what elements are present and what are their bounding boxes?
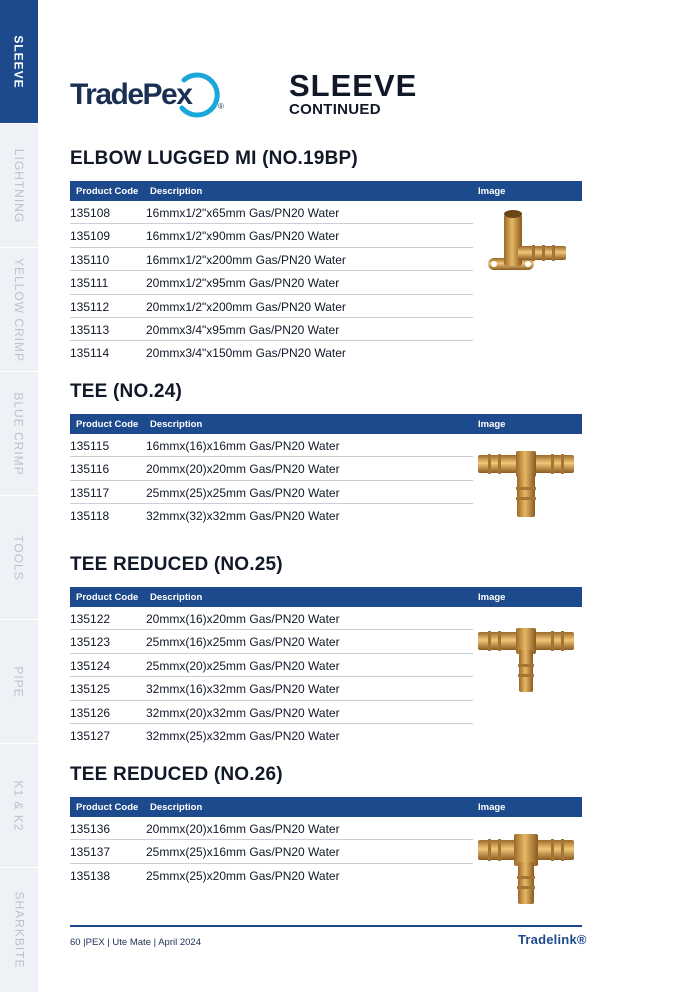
product-code: 135137 xyxy=(70,845,111,860)
tab-label: K1 & K2 xyxy=(12,779,26,832)
product-code: 135113 xyxy=(70,322,110,337)
section-title: TEE REDUCED (NO.25) xyxy=(70,554,283,575)
tradepex-logo xyxy=(70,72,226,120)
product-description: 20mmx1/2"x95mm Gas/PN20 Water xyxy=(146,276,340,291)
product-description: 25mmx(25)x16mm Gas/PN20 Water xyxy=(146,845,340,860)
product-description: 20mmx(16)x20mm Gas/PN20 Water xyxy=(146,612,340,626)
table-row xyxy=(70,481,473,504)
product-description: 25mmx(20)x25mm Gas/PN20 Water xyxy=(146,658,340,673)
tab-yellow-crimp[interactable] xyxy=(0,248,38,372)
tee-product-image xyxy=(476,449,576,521)
product-code: 135123 xyxy=(70,635,111,650)
product-code: 135126 xyxy=(70,705,111,720)
product-code: 135115 xyxy=(70,439,110,453)
tab-label: TOOLS xyxy=(12,534,26,581)
tab-pipe[interactable] xyxy=(0,620,38,744)
table-header xyxy=(70,587,582,607)
product-code: 135114 xyxy=(70,346,110,361)
table-row xyxy=(70,248,473,271)
product-description: 16mmx1/2"x200mm Gas/PN20 Water xyxy=(146,252,346,267)
product-code: 135110 xyxy=(70,252,110,267)
table-header xyxy=(70,181,582,201)
product-description: 16mmx(16)x16mm Gas/PN20 Water xyxy=(146,439,340,453)
tab-label: YELLOW CRIMP xyxy=(12,257,27,362)
product-code: 135116 xyxy=(70,462,110,477)
table-row xyxy=(70,630,473,653)
table-row xyxy=(70,654,473,677)
table-row xyxy=(70,224,473,247)
product-description: 20mmx(20)x20mm Gas/PN20 Water xyxy=(146,462,340,477)
product-code: 135122 xyxy=(70,612,111,626)
tab-tools[interactable] xyxy=(0,496,38,620)
header-description: Description xyxy=(150,802,203,813)
header-image: Image xyxy=(478,592,506,603)
tab-sharkbite[interactable] xyxy=(0,868,38,993)
tee-reduced-product-image xyxy=(476,830,576,908)
table-row xyxy=(70,295,473,318)
table-row xyxy=(70,504,473,527)
product-description: 32mmx(32)x32mm Gas/PN20 Water xyxy=(146,509,340,524)
product-description: 20mmx1/2"x200mm Gas/PN20 Water xyxy=(146,299,346,314)
product-code: 135136 xyxy=(70,822,111,836)
side-tab-nav xyxy=(0,0,38,993)
tab-blue-crimp[interactable] xyxy=(0,372,38,496)
product-description: 16mmx1/2"x90mm Gas/PN20 Water xyxy=(146,229,340,244)
product-description: 32mmx(16)x32mm Gas/PN20 Water xyxy=(146,682,340,697)
table-header xyxy=(70,414,582,434)
table-row xyxy=(70,271,473,294)
product-description: 20mmx(20)x16mm Gas/PN20 Water xyxy=(146,822,340,836)
header-product-code: Product Code xyxy=(76,802,139,813)
product-description: 16mmx1/2"x65mm Gas/PN20 Water xyxy=(146,206,340,220)
header-product-code: Product Code xyxy=(76,419,139,430)
table-row xyxy=(70,457,473,480)
header-product-code: Product Code xyxy=(76,592,139,603)
tab-label: SLEEVE xyxy=(12,34,27,89)
product-code: 135112 xyxy=(70,299,110,314)
product-code: 135111 xyxy=(70,276,109,291)
page-subtitle: CONTINUED xyxy=(289,101,381,118)
tradelink-logo: Tradelink® xyxy=(518,932,587,947)
product-description: 32mmx(20)x32mm Gas/PN20 Water xyxy=(146,705,340,720)
product-description: 25mmx(25)x20mm Gas/PN20 Water xyxy=(146,868,340,883)
product-code: 135108 xyxy=(70,206,111,220)
header-description: Description xyxy=(150,419,203,430)
section-tee-reduced-25 xyxy=(70,550,582,747)
tab-k1-k2[interactable] xyxy=(0,744,38,868)
product-code: 135117 xyxy=(70,485,110,500)
table-row xyxy=(70,318,473,341)
product-code: 135125 xyxy=(70,682,111,697)
product-code: 135127 xyxy=(70,728,111,743)
product-description: 25mmx(25)x25mm Gas/PN20 Water xyxy=(146,485,340,500)
header-description: Description xyxy=(150,592,203,603)
section-tee-24 xyxy=(70,377,582,528)
tab-lightning[interactable] xyxy=(0,124,38,248)
section-title: TEE (NO.24) xyxy=(70,381,182,402)
table-row xyxy=(70,677,473,700)
logo-text: TradePex xyxy=(70,78,192,111)
section-title: TEE REDUCED (NO.26) xyxy=(70,764,283,785)
page-title: SLEEVE xyxy=(289,68,418,103)
table-header xyxy=(70,797,582,817)
section-title: ELBOW LUGGED MI (NO.19BP) xyxy=(70,148,358,169)
product-description: 25mmx(16)x25mm Gas/PN20 Water xyxy=(146,635,340,650)
table-row xyxy=(70,724,473,747)
table-row xyxy=(70,701,473,724)
table-row xyxy=(70,864,473,887)
header-image: Image xyxy=(478,802,506,813)
logo-registered-mark: ® xyxy=(218,102,224,111)
tee-reduced-product-image xyxy=(476,624,576,696)
header-description: Description xyxy=(150,186,203,197)
logo-ring-icon xyxy=(174,72,222,118)
header-image: Image xyxy=(478,419,506,430)
tab-label: LIGHTNING xyxy=(12,148,26,223)
product-code: 135124 xyxy=(70,658,111,673)
table-row xyxy=(70,434,473,457)
tab-label: SHARKBITE xyxy=(12,891,27,969)
table-row xyxy=(70,840,473,863)
section-elbow-lugged xyxy=(70,144,582,365)
section-tee-reduced-26 xyxy=(70,760,582,887)
footer-page-info: 60 |PEX | Ute Mate | April 2024 xyxy=(70,937,201,948)
tab-label: BLUE CRIMP xyxy=(12,391,27,476)
header-product-code: Product Code xyxy=(76,186,139,197)
product-description: 20mmx3/4"x150mm Gas/PN20 Water xyxy=(146,346,346,361)
table-row xyxy=(70,201,473,224)
tab-sleeve[interactable] xyxy=(0,0,38,124)
header-image: Image xyxy=(478,186,506,197)
product-code: 135118 xyxy=(70,509,110,524)
product-code: 135138 xyxy=(70,868,111,883)
footer-divider xyxy=(70,925,582,927)
table-row xyxy=(70,817,473,840)
product-description: 20mmx3/4"x95mm Gas/PN20 Water xyxy=(146,322,340,337)
table-row xyxy=(70,341,473,364)
table-row xyxy=(70,607,473,630)
elbow-lugged-product-image xyxy=(484,204,570,286)
product-code: 135109 xyxy=(70,229,111,244)
tab-label: PIPE xyxy=(11,665,26,698)
product-description: 32mmx(25)x32mm Gas/PN20 Water xyxy=(146,728,340,743)
